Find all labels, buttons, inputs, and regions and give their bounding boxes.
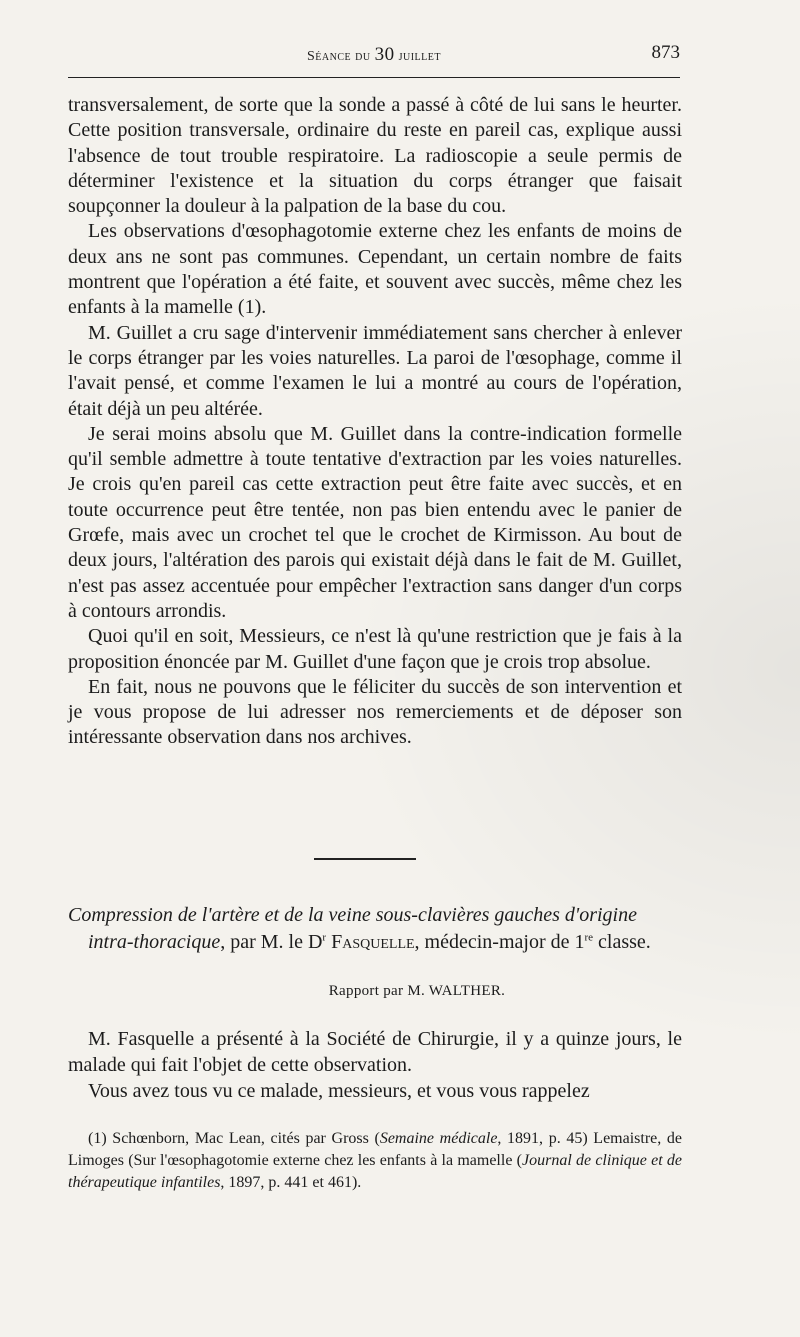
- running-title: [68, 44, 680, 66]
- title-italic-1: Compression de l'artère et de la veine sous-clavières gauches d'origine: [68, 904, 637, 926]
- header-rule: [68, 77, 680, 78]
- paragraph-1: transversalement, de sorte que la sonde a passé à côté de lui sans le heurter. Cette position transversale, ordinaire du reste en pareil cas, explique aussi l'absence de tout trouble respiratoire. La radioscopie a seule permis de déterminer l'existence et la situation du corps étranger que faisait soupçonner la douleur à la palpation de la base du cou.: [68, 94, 682, 218]
- article-paragraph-1: M. Fasquelle a présenté à la Société de Chirurgie, il y a quinze jours, le malade qui fait l'objet de cette observation.: [68, 1028, 682, 1076]
- footnote-1-d: Journal de clinique et de thérapeutique infantiles: [68, 1152, 682, 1191]
- paragraph-2: Les observations d'œsophagotomie externe chez les enfants de moins de deux ans ne sont pas communes. Cependant, un certain nombre de faits montrent que l'opération a été faite, et souvent avec succès, même chez les enfants à la mamelle (1).: [68, 220, 682, 319]
- footnote-1-c: , 1891, p. 45) Lemaistre, de Limoges (Sur l'œsophagotomie externe chez les enfants à la mamelle (: [68, 1130, 683, 1169]
- title-role-post: classe.: [593, 931, 651, 953]
- footnote-1: [68, 1128, 682, 1194]
- report-label: Rapport par M. WALTHER.: [328, 983, 506, 999]
- paragraph-4: Je serai moins absolu que M. Guillet dans la contre-indication formelle qu'il semble admettre à toute tentative d'extraction par les voies naturelles. Je crois qu'en pareil cas cette extraction peut être faite avec succès, et en toute occurrence peut être tentée, non pas bien entendu avec le panier de Grœfe, mais avec un crochet tel que le crochet de Kirmisson. Au bout de deux jours, l'altération des parois qui existait déjà dans le fait de M. Guillet, n'est pas assez accentuée pour empêcher l'extraction sans danger d'un corps à contours arrondis.: [68, 422, 682, 622]
- article-title: [68, 902, 682, 956]
- paragraph-6: En fait, nous ne pouvons que le féliciter du succès de son intervention et je vous propose de lui adresser nos remerciements et de déposer son intéressante observation dans nos archives.: [68, 675, 682, 749]
- article-paragraph-2: Vous avez tous vu ce malade, messieurs, et vous vous rappelez: [88, 1080, 590, 1102]
- paragraph-5: Quoi qu'il en soit, Messieurs, ce n'est là qu'une restriction que je fais à la proposition énoncée par M. Guillet d'une façon que je crois trop absolue.: [68, 625, 682, 673]
- footnote-1-b: Semaine médicale: [379, 1130, 498, 1147]
- title-sup-dr: r: [322, 931, 327, 944]
- main-text: [68, 93, 682, 751]
- title-by: , par M. le D: [220, 931, 323, 953]
- page-number: 873: [651, 42, 680, 63]
- title-sup-re: re: [584, 931, 594, 944]
- running-title-month: juillet: [394, 49, 441, 64]
- paragraph-3: M. Guillet a cru sage d'intervenir immédiatement sans chercher à enlever le corps étranger par les voies naturelles. La paroi de l'œsophage, comme il l'avait pensé, et comme l'examen le lui a montré au cours de l'opération, était déjà un peu altérée.: [68, 321, 682, 420]
- title-author: Fasquelle: [331, 931, 415, 953]
- section-separator: [314, 858, 416, 860]
- footnote: [68, 1128, 682, 1194]
- running-title-date: 30: [374, 44, 395, 65]
- article-text: [68, 1026, 682, 1104]
- title-italic-2: intra-thoracique: [88, 931, 221, 953]
- footnote-1-e: , 1897, p. 441 et 461).: [220, 1174, 362, 1191]
- title-role-pre: , médecin-major de 1: [414, 931, 585, 953]
- running-head: [68, 40, 680, 70]
- footnote-1-a: (1) Schœnborn, Mac Lean, cités par Gross (: [88, 1130, 380, 1147]
- running-title-pre: Séance du: [307, 49, 375, 64]
